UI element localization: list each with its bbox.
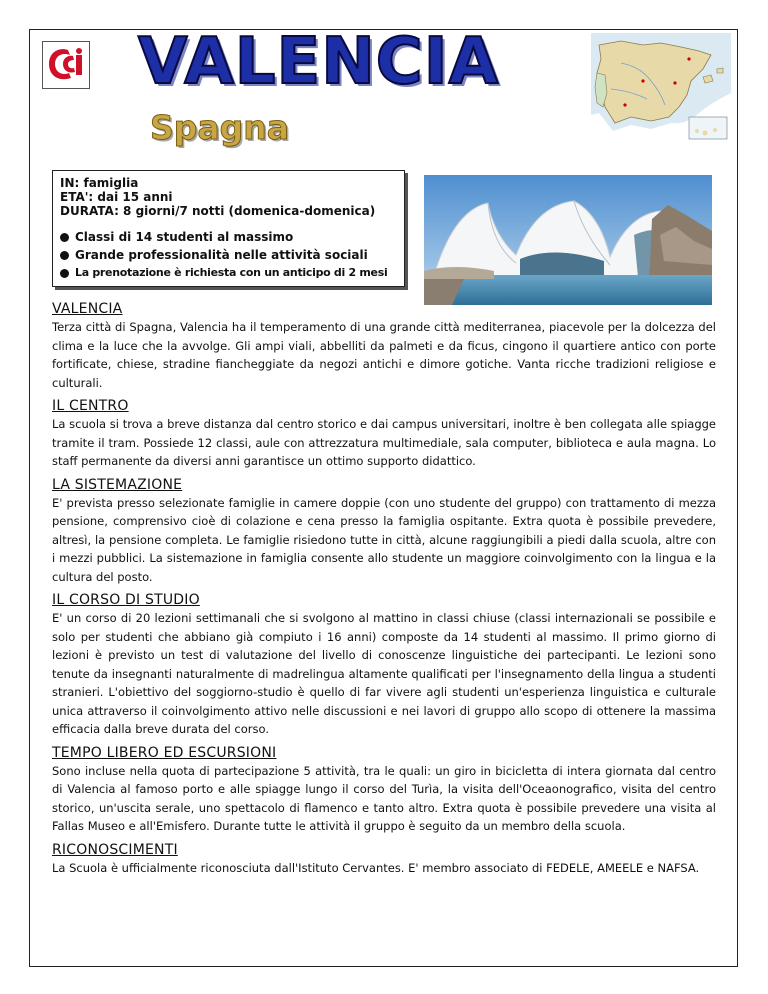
info-bullets: [60, 228, 397, 282]
bullet-icon: [60, 233, 69, 242]
section-heading-centro: IL CENTRO: [52, 398, 129, 414]
section-heading-valencia: VALENCIA: [52, 301, 123, 317]
section-heading-corso: IL CORSO DI STUDIO: [52, 592, 200, 608]
valencia-oceanografic-photo: [424, 175, 712, 305]
section-heading-riconoscimenti: RICONOSCIMENTI: [52, 841, 178, 858]
section-heading-sistemazione: LA SISTEMAZIONE: [52, 476, 183, 493]
bullet-icon: [60, 251, 69, 260]
section-body-tempo-libero: Sono incluse nella quota di partecipazione 5 attività, tra le quali: un giro in bicicletta di intera giornata dal centro di Valencia al famoso porto e alle spiagge lungo il corso del Turìa, la visita dell'Oceaonografico, visita del centro storico, un'uscita serale, uno spettacolo di flamenco e tanto altro. Extra quota è possibile prevedere una visita al Fallas Museo e all'Emisfero. Durante tutte le attività il gruppo è seguito da un membro della scuola.: [52, 763, 716, 833]
info-box: [52, 170, 405, 287]
main-content: [52, 300, 716, 882]
bullet-icon: [60, 269, 69, 278]
bullet-text: Grande professionalità nelle attività sociali: [75, 248, 368, 262]
list-item: [60, 228, 397, 246]
section-body-sistemazione: E' prevista presso selezionate famiglie in camere doppie (con uno studente del gruppo) con trattamento di mezza pensione, comprensivo cioè di colazione e cena presso la famiglia ospitante. Extra quota è possibile prevedere, altresì, la pensione completa. Le famiglie risiedono tutte in città, alcune raggiungibili a piedi dalla scuola, altre con i mezzi pubblici. La sistemazione in famiglia consente allo studente un maggiore coinvolgimento con la lingua e la cultura del posto.: [52, 495, 716, 584]
section-body-valencia: Terza città di Spagna, Valencia ha il temperamento di una grande città mediterranea, piacevole per la dolcezza del clima e la luce che la avvolge. Gli ampi viali, abbelliti da palmeti e da ficus, cingono il quartiere antico con porte fortificate, chiese, stradine fiancheggiate da negozi antichi e dimore gotiche. Vanta ricche tradizioni religiose e culturali.: [52, 320, 716, 390]
info-eta: ETA': dai 15 anni: [60, 190, 173, 204]
ci-logo-icon: [42, 41, 90, 89]
section-heading-tempo-libero: TEMPO LIBERO ED ESCURSIONI: [52, 744, 277, 761]
section-body-centro: La scuola si trova a breve distanza dal centro storico e dai campus universitari, inoltre è ben collegata alle spiagge tramite il tram. Possiede 12 classi, aule con attrezzatura multimediale, sala computer, biblioteca e aula magna. Lo staff permanente da diversi anni garantisce un ottimo supporto didattico.: [52, 417, 716, 468]
section-body-corso: E' un corso di 20 lezioni settimanali che si svolgono al mattino in classi chiuse (classi internazionali se possibile e solo per studenti che abbiano già compiuto i 16 anni) composte da 14 studenti al massimo. Il primo giorno di lezioni è previsto un test di valutazione del livello di conoscenze linguistiche dei partecipanti. Le lezioni sono tenute da insegnanti naturalmente di madrelingua altamente qualificati per l'insegnamento della lingua a studenti stranieri. L'obiettivo del soggiorno-studio è quello di far vivere agli studenti un'esperienza linguistica e culturale unica attraverso il coinvolgimento attivo nelle discussioni e nei lavori di gruppo allo scopo di ottenere la massima efficacia dalla breve durata del corso.: [52, 611, 716, 736]
list-item: [60, 246, 397, 264]
page-title: VALENCIA: [138, 25, 500, 99]
info-in: IN: famiglia: [60, 176, 139, 190]
section-body-riconoscimenti: La Scuola è ufficialmente riconosciuta dall'Istituto Cervantes. E' membro associato di FEDELE, AMEELE e NAFSA.: [52, 860, 700, 875]
bullet-text: Classi di 14 studenti al massimo: [75, 230, 294, 244]
bullet-text: La prenotazione è richiesta con un anticipo di 2 mesi: [75, 266, 388, 279]
info-durata: DURATA: 8 giorni/7 notti (domenica-domenica): [60, 204, 376, 218]
spain-map-icon: [591, 33, 731, 144]
page-subtitle: Spagna: [150, 108, 290, 147]
list-item: [60, 264, 397, 282]
